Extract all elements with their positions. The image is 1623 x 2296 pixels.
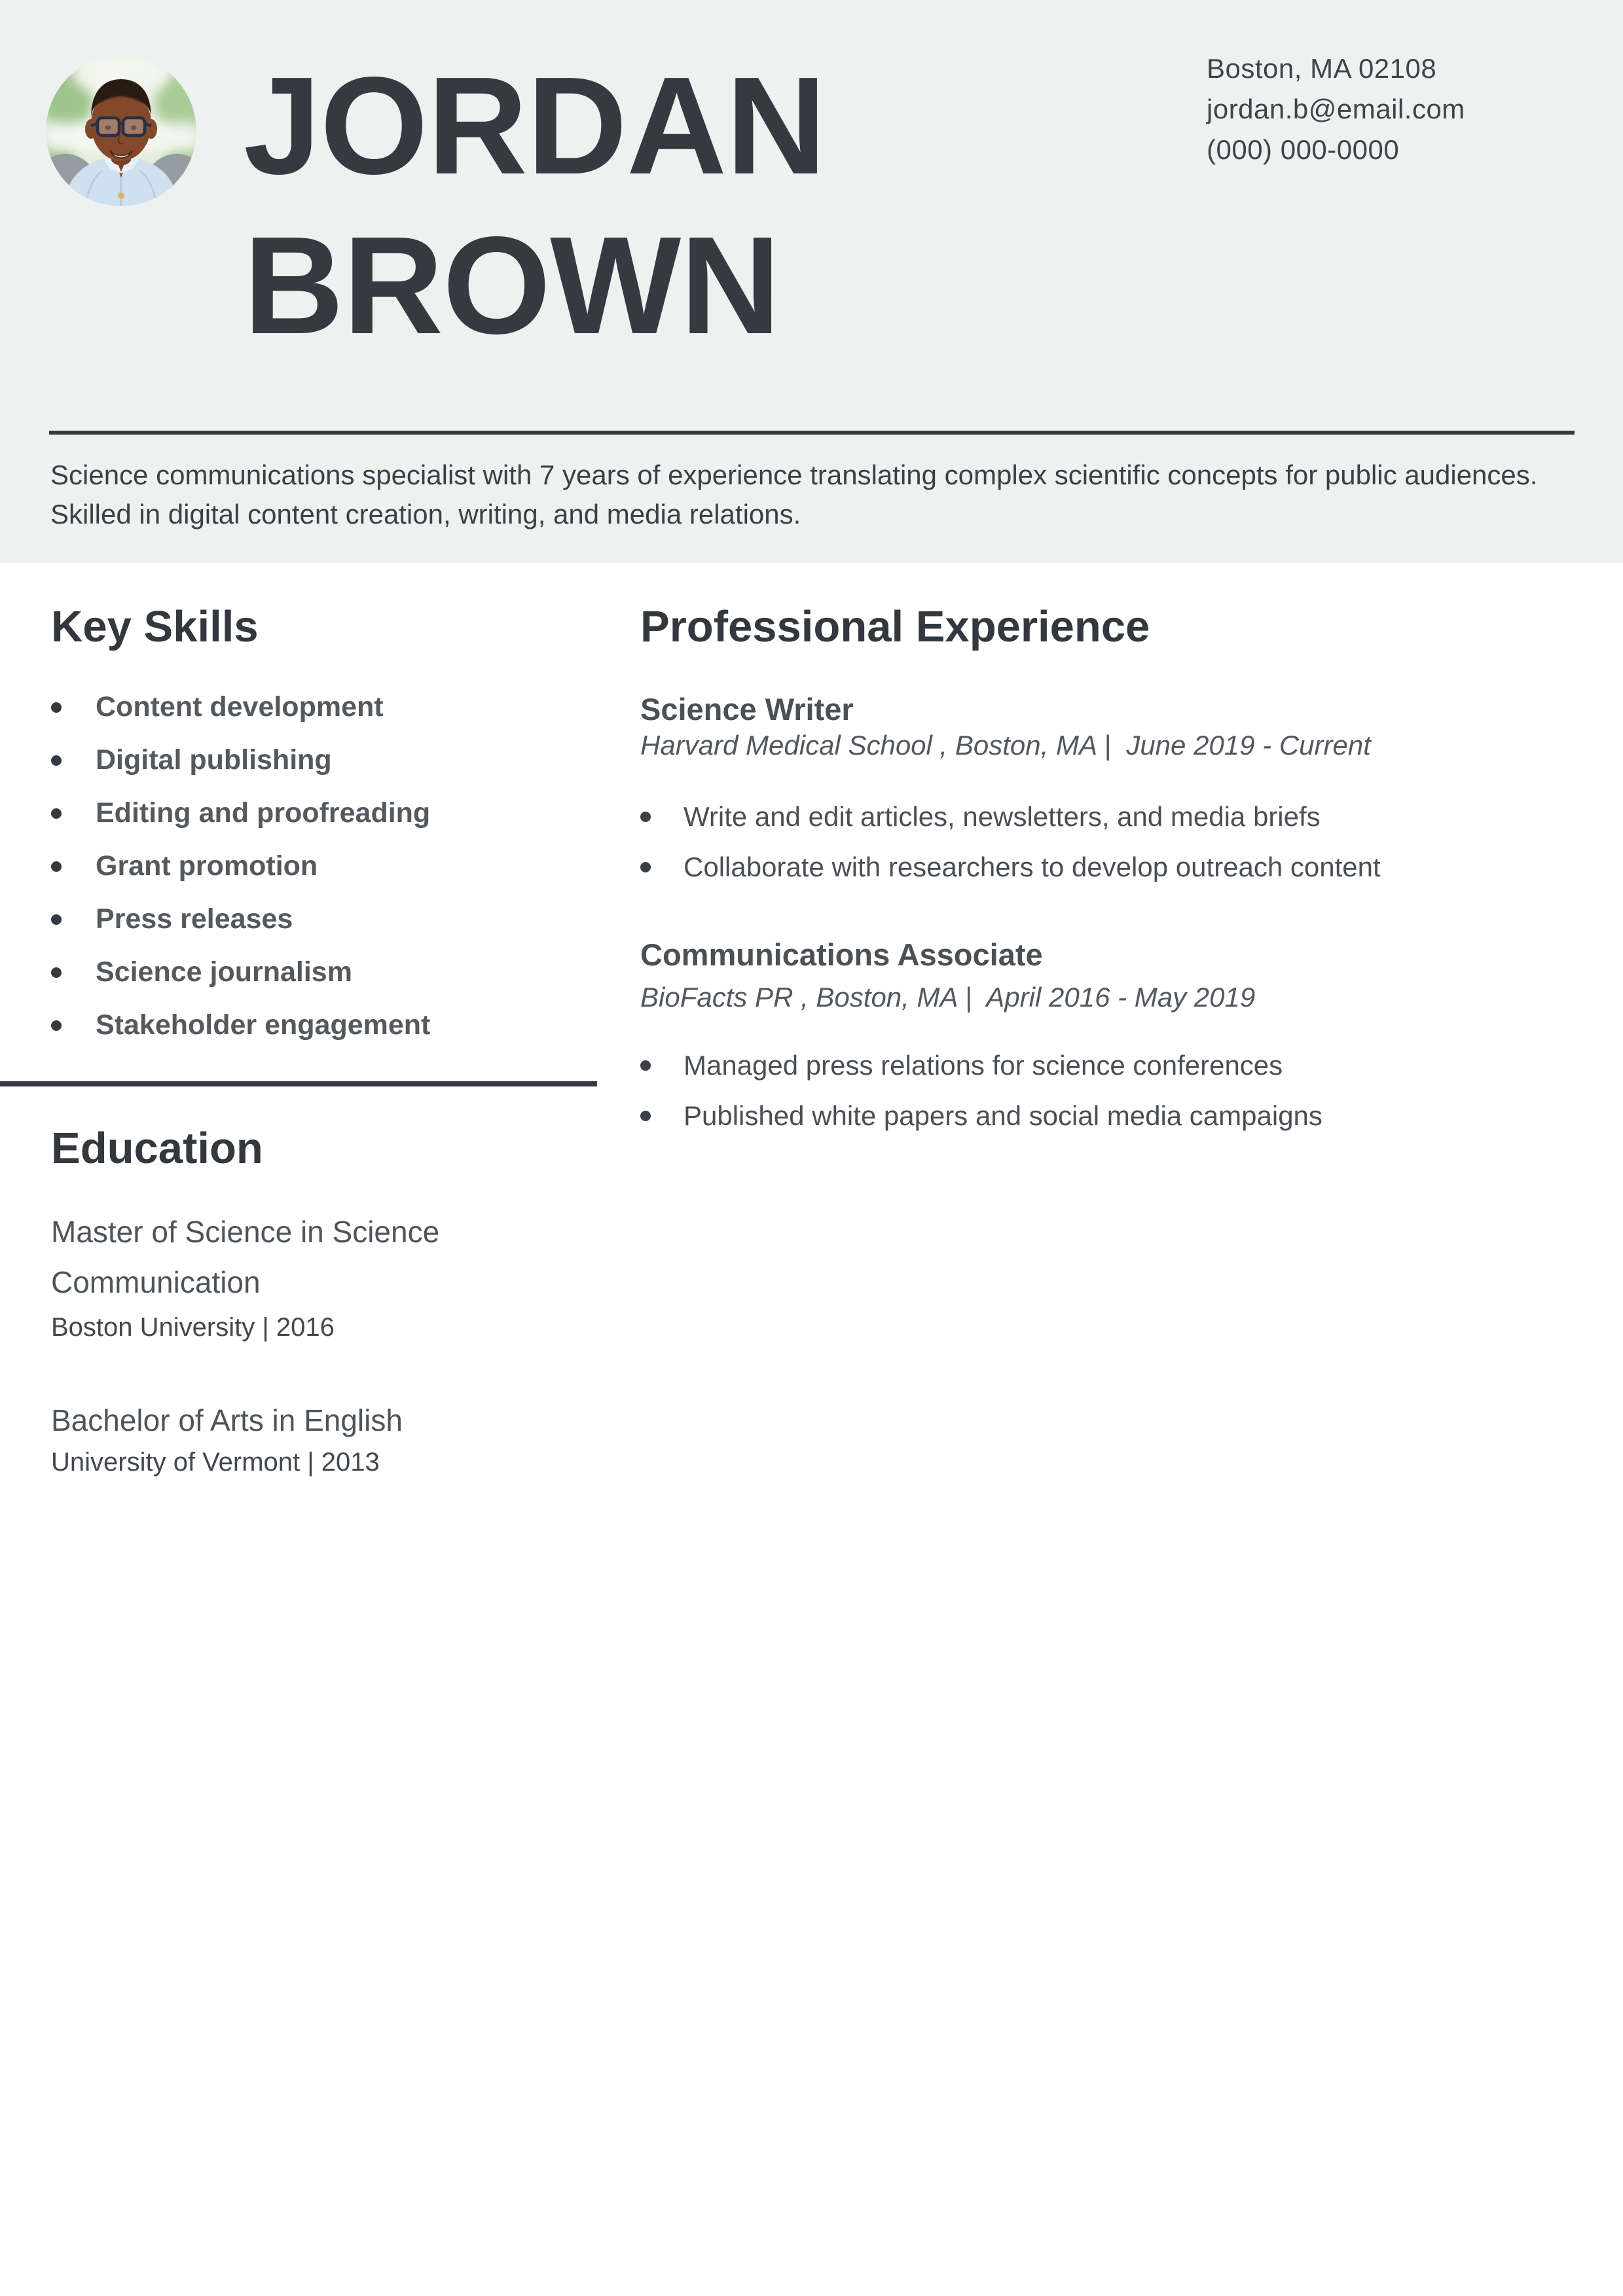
job-meta: BioFacts PR , Boston, MA | April 2016 - May 2019 (640, 982, 1256, 1013)
education-degree: Bachelor of Arts in English (51, 1403, 403, 1437)
summary-text: Science communications specialist with 7 years of experience translating complex scientific concepts for public audiences. Skilled in digital content creation, writing, and media relations. (50, 459, 1538, 529)
job-title: Science Writer (640, 692, 854, 726)
education-degree: Master of Science in Science Communication (51, 1215, 440, 1299)
education-school: Boston University | 2016 (51, 1313, 335, 1342)
education-heading: Education (51, 1124, 263, 1173)
contact-location: Boston, MA 02108 (1207, 53, 1437, 84)
contact-phone: (000) 000-0000 (1207, 134, 1400, 165)
skill-item: Digital publishing (51, 734, 430, 787)
job-bullet: Write and edit articles, newsletters, and media briefs (640, 791, 1381, 842)
job-meta: Harvard Medical School , Boston, MA | June 2019 - Current (640, 730, 1371, 761)
job-bullet: Managed press relations for science conferences (640, 1040, 1322, 1090)
key-skills-heading: Key Skills (51, 602, 259, 651)
job-bullet: Published white papers and social media campaigns (640, 1090, 1322, 1141)
name-first: JORDAN (244, 48, 826, 203)
avatar (46, 56, 196, 206)
job-title: Communications Associate (640, 937, 1043, 972)
job-bullet-list (640, 791, 1381, 892)
skill-item: Grant promotion (51, 840, 430, 893)
education-school: University of Vermont | 2013 (51, 1448, 380, 1477)
candidate-name (244, 46, 826, 365)
education-divider (0, 1081, 597, 1086)
skill-item: Editing and proofreading (51, 787, 430, 840)
name-last: BROWN (244, 207, 780, 363)
contact-email: jordan.b@email.com (1207, 94, 1465, 124)
job-bullet: Collaborate with researchers to develop outreach content (640, 842, 1381, 892)
skill-item: Content development (51, 681, 430, 734)
experience-heading: Professional Experience (640, 602, 1150, 651)
skill-item: Press releases (51, 893, 430, 946)
job-bullet-list (640, 1040, 1322, 1141)
skill-item: Stakeholder engagement (51, 999, 430, 1052)
portrait-photo-illustration (46, 56, 196, 206)
skill-item: Science journalism (51, 946, 430, 999)
contact-info (1207, 48, 1465, 170)
header-divider (49, 431, 1575, 435)
skills-list (51, 681, 430, 1052)
